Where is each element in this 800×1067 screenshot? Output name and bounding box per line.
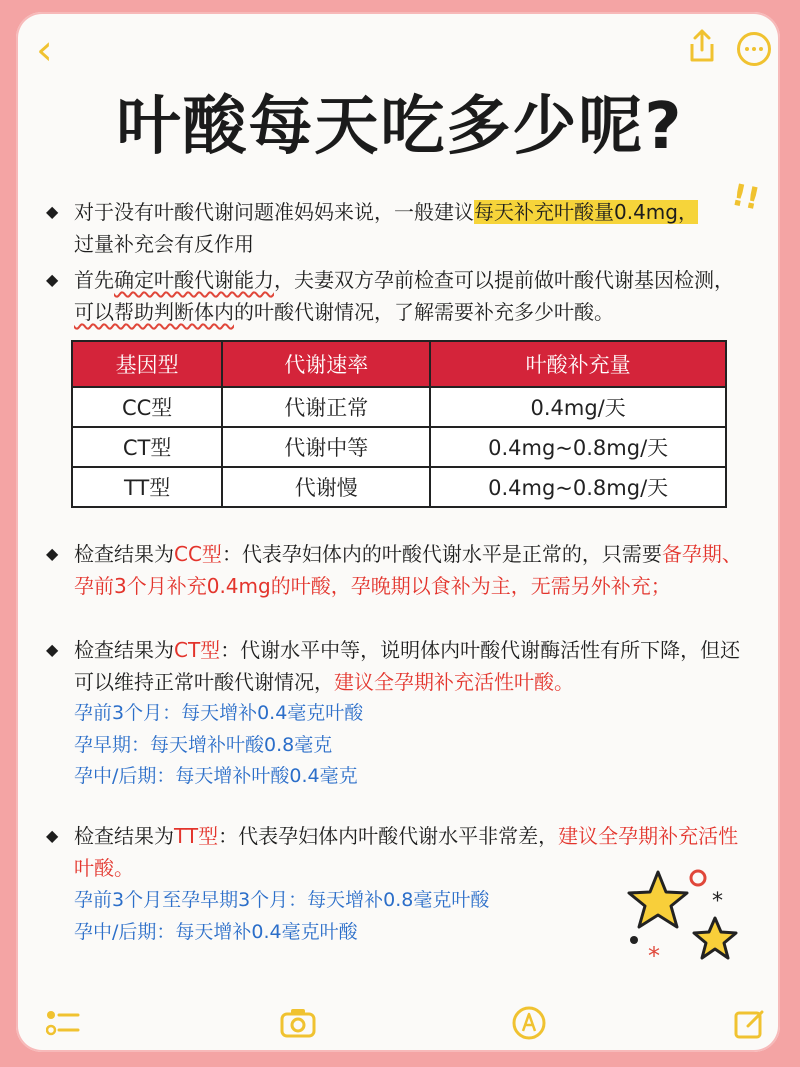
ct-sub-1: 孕前3个月：每天增补0.4毫克叶酸	[74, 702, 364, 724]
exclaim-icon: !!	[728, 177, 763, 218]
section-red: 建议全孕期补充活性叶酸。	[334, 670, 574, 694]
section-cc	[46, 538, 746, 602]
table-row	[72, 427, 726, 467]
diamond-bullet-icon: ◆	[46, 544, 59, 563]
section-pre: 检查结果为	[74, 542, 174, 566]
intro-2-wavy: 确定叶酸代谢能力	[114, 268, 274, 292]
intro-2-pre: 首先	[74, 268, 114, 292]
table-cell: 代谢中等	[222, 427, 430, 467]
table-header: 叶酸补充量	[430, 341, 726, 387]
table-cell: CT型	[72, 427, 222, 467]
edit-icon[interactable]	[734, 1008, 766, 1040]
section-type: CC型	[174, 542, 222, 566]
table-cell: 0.4mg~0.8mg/天	[430, 427, 726, 467]
intro-2-post2: 的叶酸代谢情况，了解需要补充多少叶酸。	[234, 300, 614, 324]
table-header: 基因型	[72, 341, 222, 387]
section-type: CT型	[174, 638, 221, 662]
table-cell: TT型	[72, 467, 222, 507]
back-chevron-icon[interactable]: ‹	[36, 25, 53, 74]
list-icon[interactable]	[46, 1008, 80, 1038]
svg-text:*: *	[648, 942, 660, 970]
camera-icon[interactable]	[280, 1008, 316, 1038]
section-mid: ：代表孕妇体内的叶酸代谢水平是正常的，只需要	[221, 542, 662, 566]
intro-1-post: 过量补充会有反作用	[74, 232, 254, 256]
diamond-bullet-icon: ◆	[46, 640, 59, 659]
ct-sub-3: 孕中/后期：每天增补叶酸0.4毫克	[74, 765, 358, 787]
section-mid: ：代表孕妇体内叶酸代谢水平非常差，	[218, 824, 559, 848]
table-header: 代谢速率	[222, 341, 430, 387]
page-title: 叶酸每天吃多少呢?	[116, 90, 684, 164]
section-pre: 检查结果为	[74, 638, 174, 662]
section-red: 备孕期、孕前3个月补充0.4mg的叶酸，孕晚期以食补为主，无需另外补充；	[74, 542, 742, 598]
table-cell: 代谢慢	[222, 467, 430, 507]
section-mid: ：代谢水平中等，说明体内叶酸代谢酶活性有所下降，但还可以维持正常叶酸代谢情况，	[74, 638, 741, 694]
table-row	[72, 387, 726, 427]
table-row	[72, 467, 726, 507]
svg-text:*: *	[712, 889, 723, 914]
intro-2-post: ，夫妻双方孕前检查可以提前做叶酸代谢基因检测，	[274, 268, 734, 292]
table-cell: 0.4mg~0.8mg/天	[430, 467, 726, 507]
intro-1-highlight: 每天补充叶酸量0.4mg，	[474, 200, 698, 224]
diamond-bullet-icon: ◆	[46, 270, 59, 289]
pen-icon[interactable]	[512, 1006, 546, 1040]
genotype-table	[71, 340, 727, 508]
share-icon[interactable]	[686, 28, 718, 64]
intro-2-wavy2: 可以帮助判断体内	[74, 300, 234, 324]
section-pre: 检查结果为	[74, 824, 174, 848]
tt-sub-2: 孕中/后期：每天增补0.4毫克叶酸	[74, 921, 358, 943]
table-header-row	[72, 341, 726, 387]
diamond-bullet-icon: ◆	[46, 826, 59, 845]
tt-sub-1: 孕前3个月至孕早期3个月：每天增补0.8毫克叶酸	[74, 889, 490, 911]
section-ct	[46, 634, 746, 698]
intro-item-2	[46, 264, 746, 328]
stars-decoration-icon	[620, 860, 760, 970]
table-cell: CC型	[72, 387, 222, 427]
diamond-bullet-icon: ◆	[46, 202, 59, 221]
table-cell: 代谢正常	[222, 387, 430, 427]
intro-item-1	[46, 196, 746, 260]
table-cell: 0.4mg/天	[430, 387, 726, 427]
ct-sub-2: 孕早期：每天增补叶酸0.8毫克	[74, 734, 333, 756]
intro-1-text: 对于没有叶酸代谢问题准妈妈来说，一般建议	[74, 200, 474, 224]
more-icon[interactable]	[737, 32, 771, 66]
section-type: TT型	[174, 824, 219, 848]
section-red: 建议全孕期补充活性叶酸。	[74, 824, 739, 880]
